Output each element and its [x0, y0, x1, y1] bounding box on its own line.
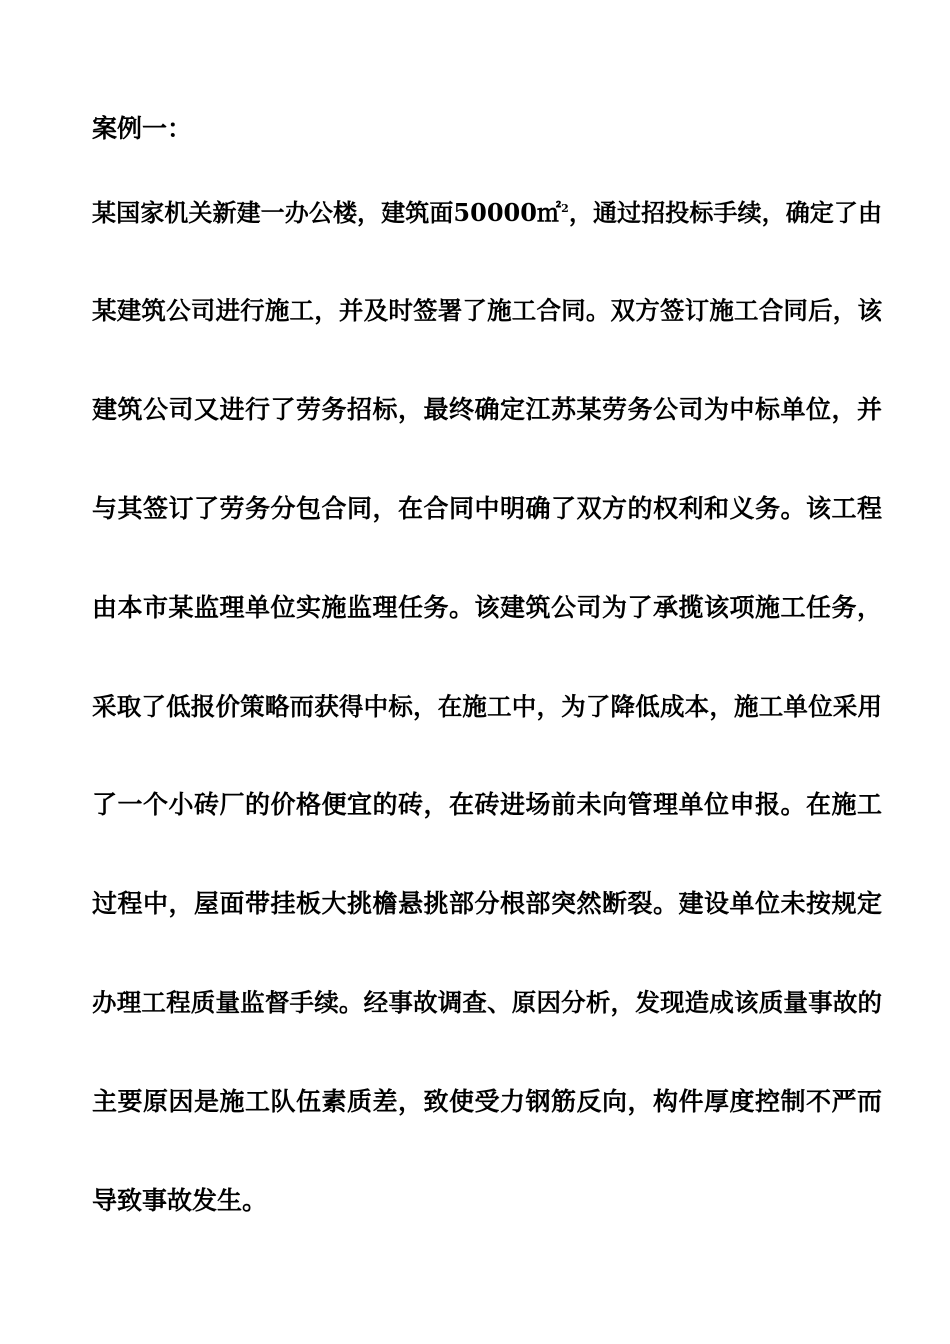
line-1-text-start: 某国家机关新建一办公楼，建筑面50000㎡ [92, 198, 562, 227]
paragraph-line-3: 建筑公司又进行了劳务招标，最终确定江苏某劳务公司为中标单位，并 [92, 395, 882, 424]
paragraph-line-9: 办理工程质量监督手续。经事故调查、原因分析，发现造成该质量事故的 [92, 988, 882, 1017]
paragraph-line-4: 与其签订了劳务分包合同，在合同中明确了双方的权利和义务。该工程 [92, 494, 882, 523]
superscript-2: 2 [561, 202, 569, 215]
paragraph-line-10: 主要原因是施工队伍素质差，致使受力钢筋反向，构件厚度控制不严而 [92, 1087, 882, 1116]
paragraph-line-6: 采取了低报价策略而获得中标，在施工中，为了降低成本，施工单位采用 [92, 692, 882, 721]
paragraph-line-8: 过程中，屋面带挂板大挑檐悬挑部分根部突然断裂。建设单位未按规定 [92, 889, 882, 918]
case-heading: 案例一： [92, 114, 193, 143]
line-1-text-end: ，通过招投标手续，确定了由 [568, 198, 882, 227]
paragraph-line-2: 某建筑公司进行施工，并及时签署了施工合同。双方签订施工合同后，该 [92, 296, 882, 325]
paragraph-line-5: 由本市某监理单位实施监理任务。该建筑公司为了承揽该项施工任务， [92, 593, 882, 622]
paragraph-line-7: 了一个小砖厂的价格便宜的砖，在砖进场前未向管理单位申报。在施工 [92, 790, 882, 819]
paragraph-line-1 [92, 196, 882, 230]
paragraph-line-11: 导致事故发生。 [92, 1186, 268, 1215]
